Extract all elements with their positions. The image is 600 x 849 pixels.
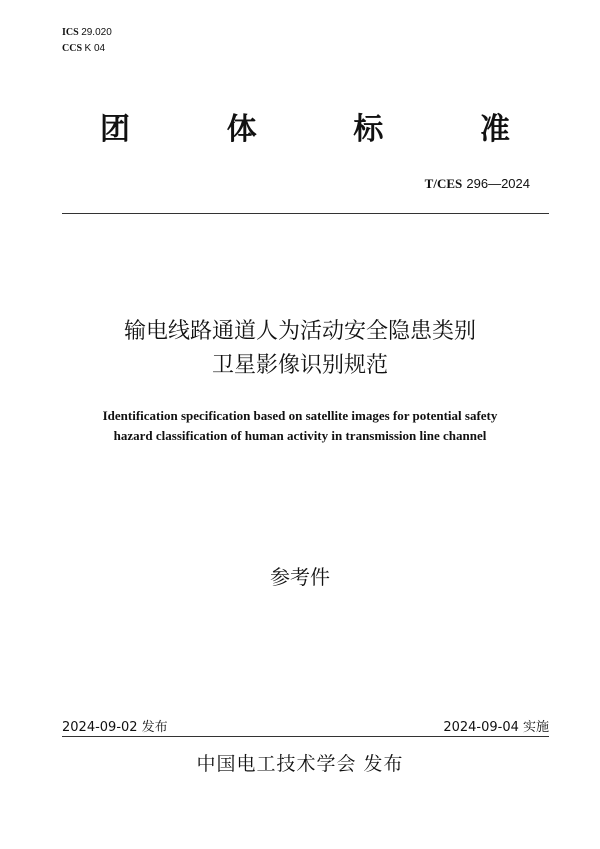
top-divider [62,213,549,214]
standard-number-value: 296—2024 [466,176,530,191]
chinese-title-line-2: 卫星影像识别规范 [211,353,388,378]
ics-line [62,25,112,41]
publisher: 中国电工技术学会 发布 [196,753,404,775]
standard-type-char: 体 [226,112,257,147]
reference-label: 参考件 [270,565,330,589]
bottom-divider [62,736,549,737]
classification-codes [62,25,112,57]
standard-type-char: 标 [353,112,384,147]
standard-type-char: 准 [479,112,510,147]
ics-label: ICS [62,27,79,38]
english-title-line-1: Identification specification based on satellite images for potential safety [102,408,498,423]
issue-date: 2024-09-02 发布 [62,720,168,735]
chinese-title-line-1: 输电线路通道人为活动安全隐患类别 [123,319,476,344]
standard-number [425,176,530,192]
ccs-code: K 04 [84,43,106,54]
ccs-label: CCS [62,43,83,54]
ics-code: 29.020 [81,27,112,38]
ccs-line [62,41,112,57]
standard-type-char: 团 [100,112,130,147]
english-title-line-2: hazard classification of human activity in transmission line channel [113,428,487,443]
standard-number-prefix: T/CES [424,176,463,191]
standard-type-heading [100,104,510,148]
implementation-date: 2024-09-04 实施 [443,720,549,735]
